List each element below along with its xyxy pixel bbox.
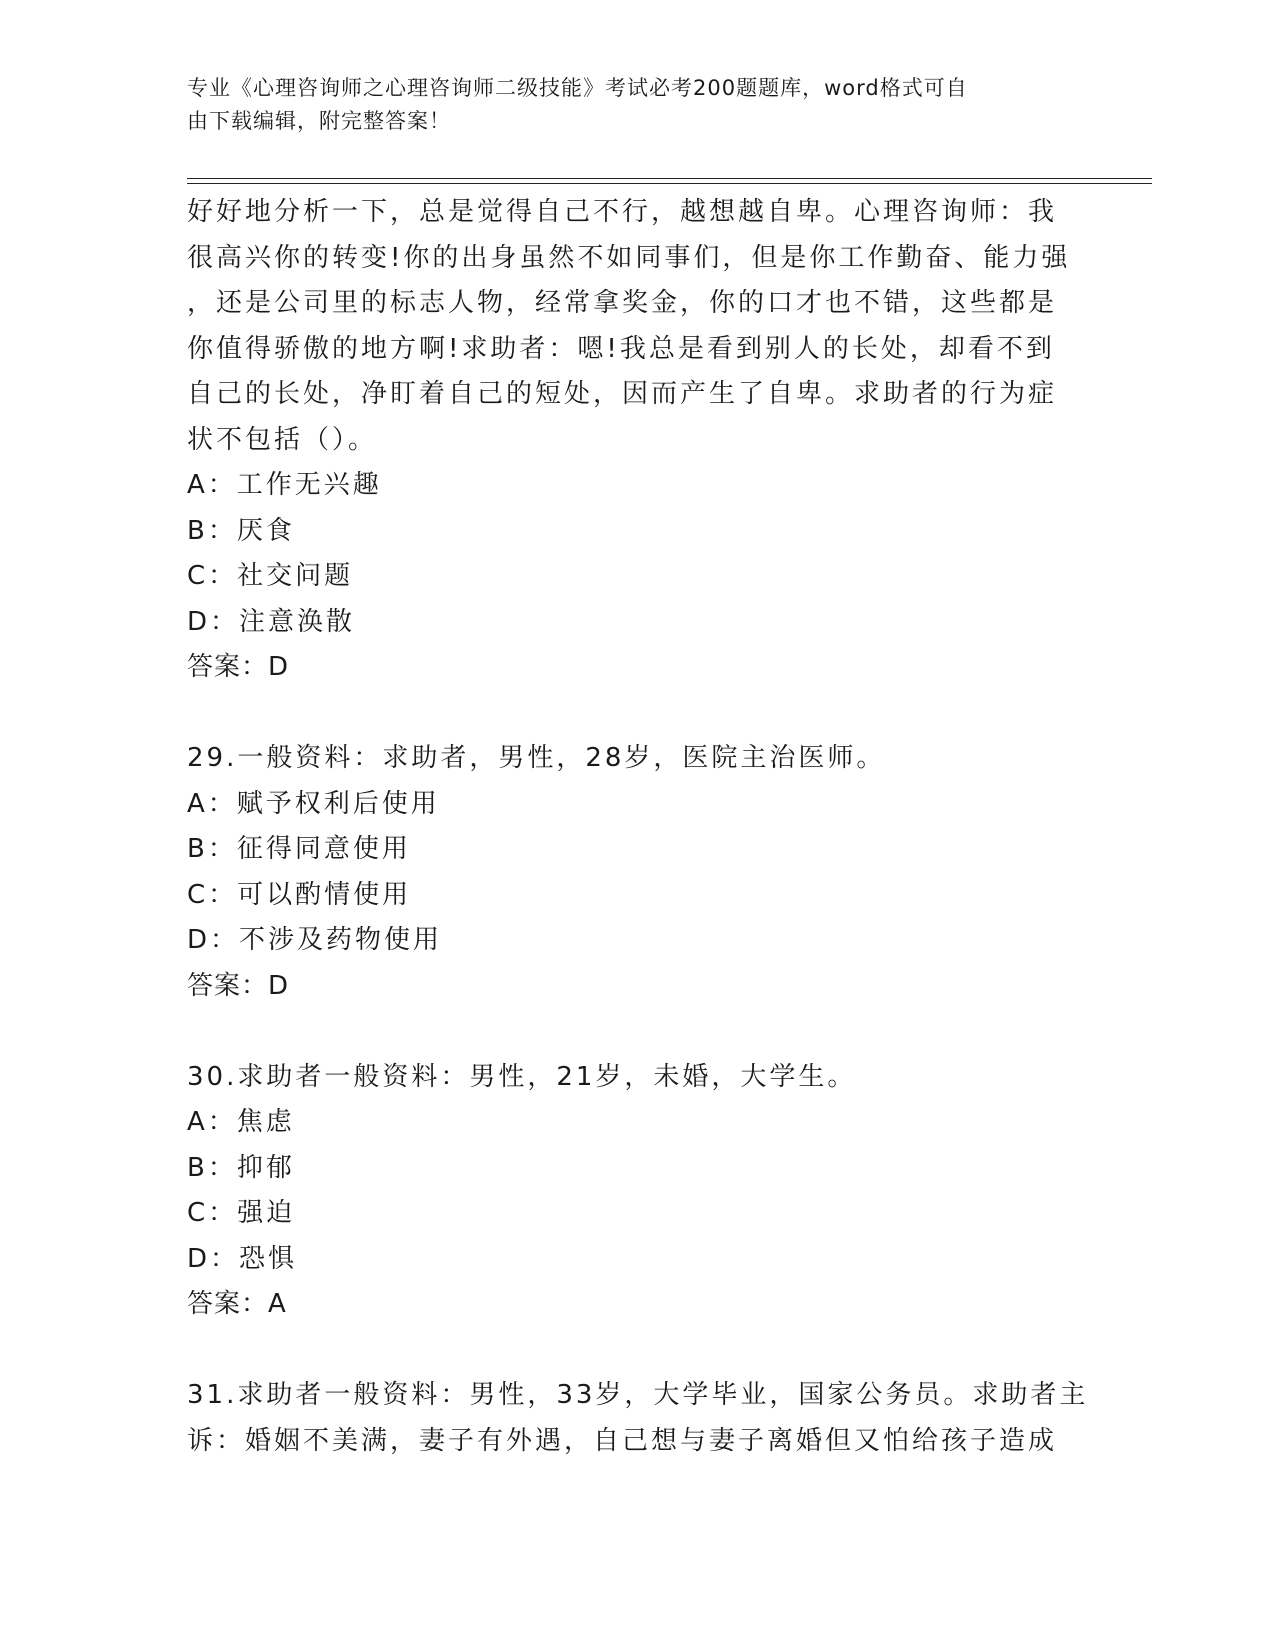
option-a: A：赋予权利后使用 <box>187 788 440 819</box>
question-stem-line: 状不包括（）。 <box>187 424 378 455</box>
header-divider-top <box>187 178 1152 179</box>
header-line: 由下载编辑，附完整答案！ <box>187 109 451 133</box>
option-a: A：焦虑 <box>187 1107 295 1137</box>
question-stem-line: 很高兴你的转变!你的出身虽然不如同事们，但是你工作勤奋、能力强 <box>187 242 1071 273</box>
answer-line: 答案：D <box>187 970 290 1001</box>
option-d: D：不涉及药物使用 <box>187 925 443 955</box>
document-header <box>187 72 1067 138</box>
question-stem-line: 自己的长处，净盯着自己的短处，因而产生了自卑。求助者的行为症 <box>187 379 1058 409</box>
question-30 <box>187 1055 1087 1328</box>
answer-line: 答案：A <box>187 1289 287 1319</box>
spacer <box>187 691 1087 737</box>
question-28 <box>187 190 1087 691</box>
question-stem-line: 31.求助者一般资料：男性，33岁，大学毕业，国家公务员。求助者主 <box>187 1380 1089 1410</box>
spacer <box>187 1009 1087 1055</box>
answer-line: 答案：D <box>187 652 290 682</box>
question-29 <box>187 736 1087 1009</box>
option-a: A：工作无兴趣 <box>187 470 382 500</box>
option-b: B：抑郁 <box>187 1152 295 1183</box>
option-b: B：征得同意使用 <box>187 834 411 864</box>
header-line: 专业《心理咨询师之心理咨询师二级技能》考试必考200题题库，word格式可自 <box>187 76 968 100</box>
question-stem-line: ，还是公司里的标志人物，经常拿奖金，你的口才也不错，这些都是 <box>187 288 1058 318</box>
header-divider-bottom <box>187 183 1152 184</box>
spacer <box>187 1328 1087 1374</box>
option-d: D：注意涣散 <box>187 606 356 637</box>
question-stem-line: 29.一般资料：求助者，男性，28岁，医院主治医师。 <box>187 743 886 773</box>
option-c: C：可以酌情使用 <box>187 879 412 910</box>
option-b: B：厌食 <box>187 515 295 546</box>
question-stem-line: 你值得骄傲的地方啊!求助者：嗯!我总是看到别人的长处，却看不到 <box>187 333 1055 364</box>
question-31 <box>187 1373 1087 1464</box>
question-stem-line: 30.求助者一般资料：男性，21岁，未婚，大学生。 <box>187 1061 857 1092</box>
question-stem-line: 诉：婚姻不美满，妻子有外遇，自己想与妻子离婚但又怕给孩子造成 <box>187 1425 1058 1456</box>
document-body <box>187 190 1087 1464</box>
option-c: C：强迫 <box>187 1198 296 1228</box>
option-c: C：社交问题 <box>187 561 354 591</box>
question-stem-line: 好好地分析一下，总是觉得自己不行，越想越自卑。心理咨询师：我 <box>187 197 1058 227</box>
option-d: D：恐惧 <box>187 1243 298 1274</box>
